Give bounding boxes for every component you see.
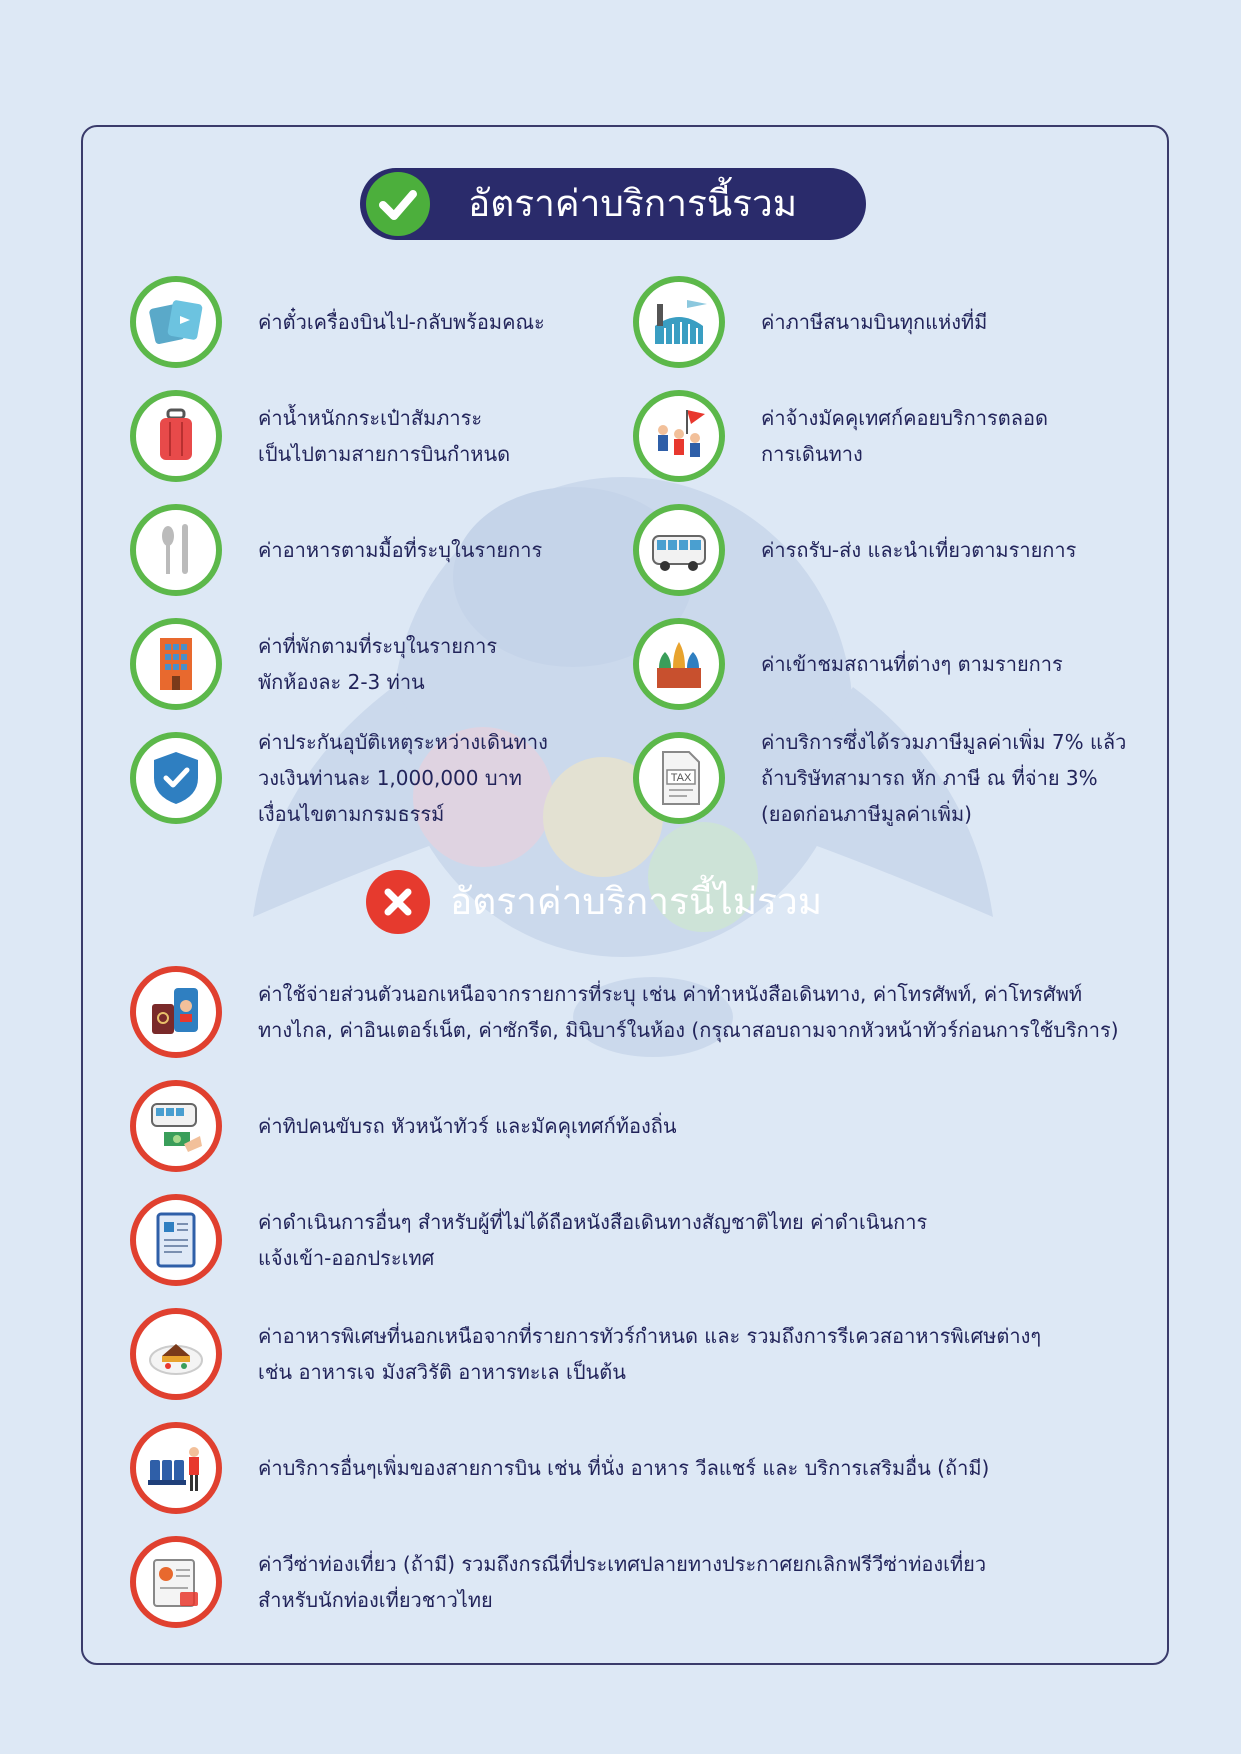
checkmark-icon	[366, 172, 430, 236]
visa-icon	[130, 1536, 222, 1628]
cutlery-icon	[130, 504, 222, 596]
airplane-ticket-icon	[130, 276, 222, 368]
included-title: อัตราค่าบริการนี้รวม	[468, 182, 798, 225]
insurance-shield-icon	[130, 732, 222, 824]
document-icon	[130, 1194, 222, 1286]
svg-text:TAX: TAX	[670, 772, 692, 784]
tip-money-icon	[130, 1080, 222, 1172]
bus-icon	[633, 504, 725, 596]
hotel-icon	[130, 618, 222, 710]
included-header	[360, 168, 866, 240]
tax-document-icon	[633, 732, 725, 824]
airline-seat-icon	[130, 1422, 222, 1514]
airport-icon	[633, 276, 725, 368]
special-food-icon	[130, 1308, 222, 1400]
excluded-title: อัตราค่าบริการนี้ไม่รวม	[450, 880, 823, 923]
landmark-icon	[633, 618, 725, 710]
cross-icon	[366, 870, 430, 934]
passport-phone-icon	[130, 966, 222, 1058]
tour-guide-icon	[633, 390, 725, 482]
excluded-x-badge	[366, 870, 430, 934]
included-check-badge	[366, 172, 430, 236]
luggage-icon	[130, 390, 222, 482]
